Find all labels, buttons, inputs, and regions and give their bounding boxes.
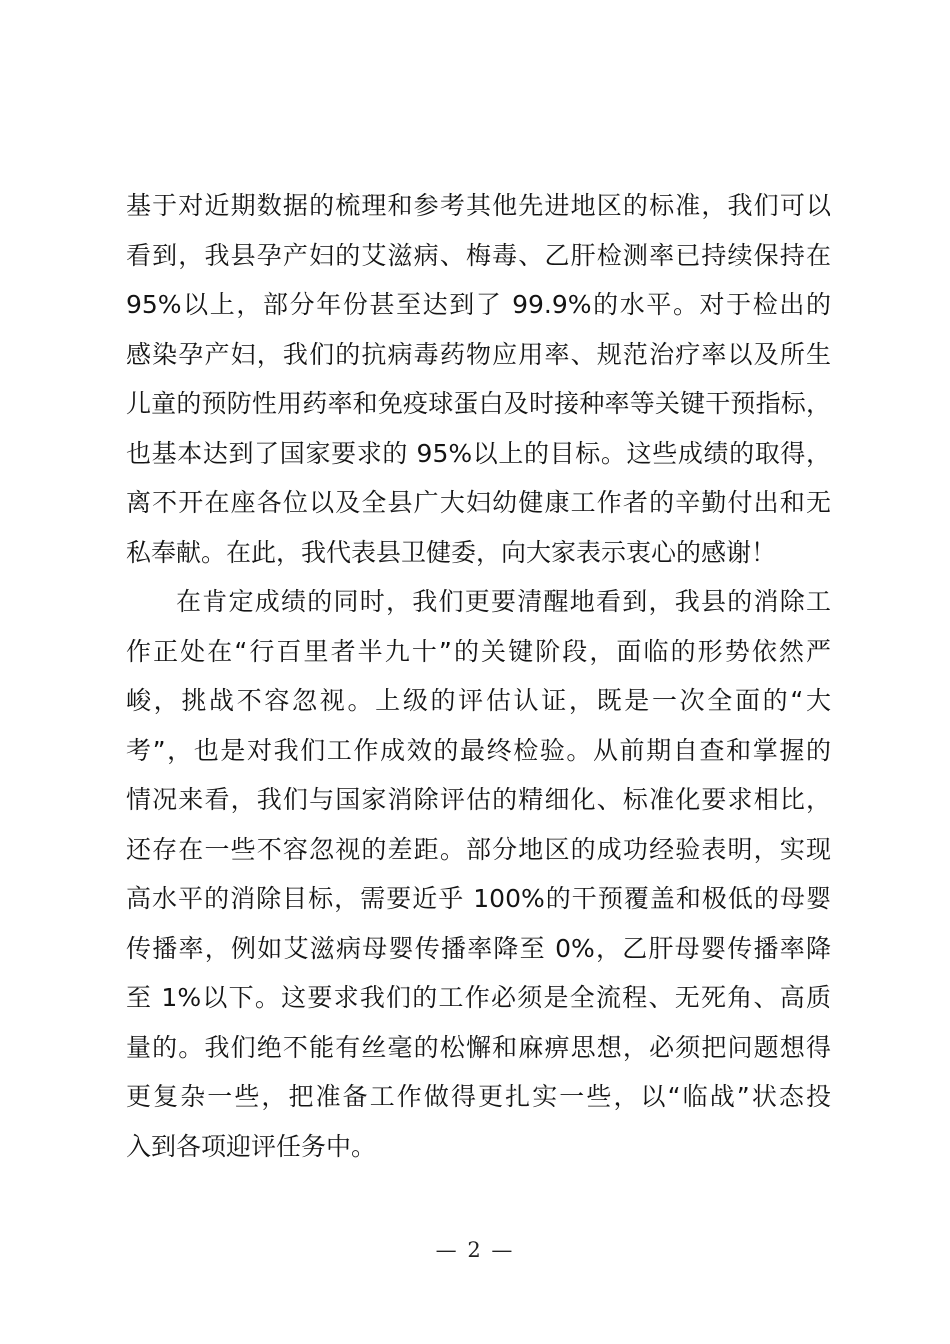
paragraph-achievements <box>126 181 831 577</box>
text-line: 也基本达到了国家要求的 95%以上的目标。这些成绩的取得， <box>126 438 831 468</box>
page-number: — 2 — <box>435 1238 515 1262</box>
text-line: 传播率，例如艾滋病母婴传播率降至 0%，乙肝母婴传播率降 <box>126 933 831 963</box>
text-line: 高水平的消除目标，需要近乎 100%的干预覆盖和极低的母婴 <box>126 884 831 913</box>
text-line: 至 1%以下。这要求我们的工作必须是全流程、无死角、高质 <box>126 983 831 1012</box>
text-line: 情况来看，我们与国家消除评估的精细化、标准化要求相比， <box>126 785 831 814</box>
text-line: 私奉献。在此，我代表县卫健委，向大家表示衷心的感谢！ <box>126 537 777 567</box>
text-line: 考”，也是对我们工作成效的最终检验。从前期自查和掌握的 <box>126 735 831 765</box>
text-line: 感染孕产妇，我们的抗病毒药物应用率、规范治疗率以及所生 <box>126 339 831 369</box>
text-line: 看到，我县孕产妇的艾滋病、梅毒、乙肝检测率已持续保持在 <box>126 240 831 270</box>
text-line: 还存在一些不容忽视的差距。部分地区的成功经验表明，实现 <box>126 834 831 864</box>
text-line: 离不开在座各位以及全县广大妇幼健康工作者的辛勤付出和无 <box>126 488 831 517</box>
text-line: 量的。我们绝不能有丝毫的松懈和麻痹思想，必须把问题想得 <box>126 1032 831 1062</box>
text-line: 95%以上，部分年份甚至达到了 99.9%的水平。对于检出的 <box>126 290 831 319</box>
text-line: 峻，挑战不容忽视。上级的评估认证，既是一次全面的“大 <box>126 686 831 715</box>
text-line: 更复杂一些，把准备工作做得更扎实一些，以“临战”状态投 <box>126 1082 831 1111</box>
text-line: 基于对近期数据的梳理和参考其他先进地区的标准，我们可以 <box>126 191 831 220</box>
text-line: 儿童的预防性用药率和免疫球蛋白及时接种率等关键干预指标， <box>126 389 831 418</box>
text-line: 入到各项迎评任务中。 <box>126 1131 377 1161</box>
paragraph-challenges <box>126 577 831 1171</box>
text-line: 在肯定成绩的同时，我们更要清醒地看到，我县的消除工 <box>176 587 831 616</box>
body-text <box>126 181 831 1171</box>
text-line: 作正处在“行百里者半九十”的关键阶段，面临的形势依然严 <box>126 636 831 666</box>
